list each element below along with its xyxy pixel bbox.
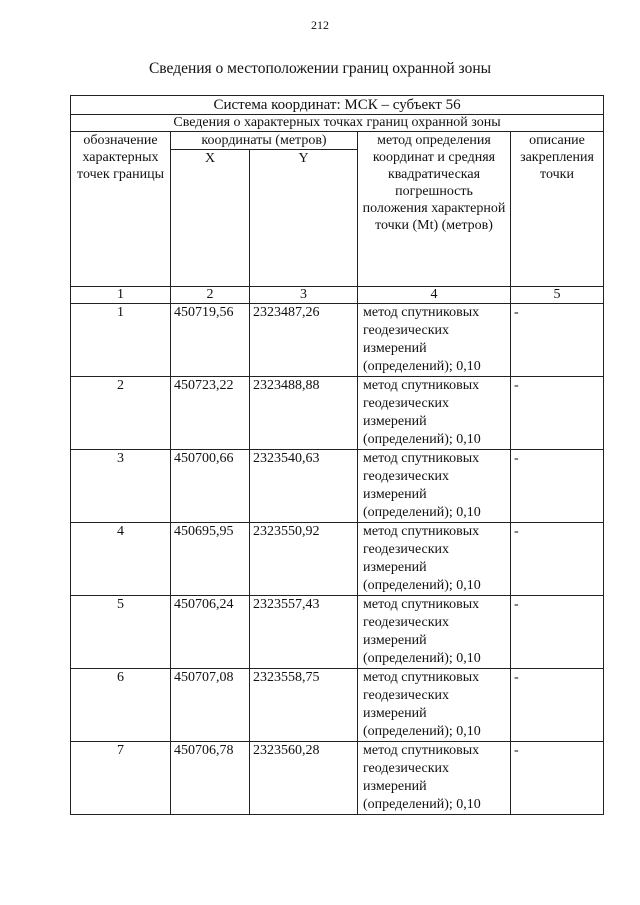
point-number: 3 bbox=[71, 450, 171, 523]
point-number: 7 bbox=[71, 742, 171, 815]
table-row bbox=[71, 523, 604, 596]
coordinate-system-row bbox=[71, 96, 604, 115]
method-cell: метод спутниковых геодезических измерений (определений); 0,10 bbox=[358, 669, 511, 742]
point-number: 5 bbox=[71, 596, 171, 669]
page-number: 212 bbox=[311, 18, 329, 32]
column-number: 1 bbox=[71, 287, 171, 304]
column-number: 2 bbox=[171, 287, 250, 304]
method-cell: метод спутниковых геодезических измерений (определений); 0,10 bbox=[358, 523, 511, 596]
column-number: 3 bbox=[250, 287, 358, 304]
column-number: 5 bbox=[511, 287, 604, 304]
table-row bbox=[71, 377, 604, 450]
table-row bbox=[71, 304, 604, 377]
y-coordinate: 2323558,75 bbox=[250, 669, 358, 742]
info-row bbox=[71, 115, 604, 132]
x-coordinate: 450695,95 bbox=[171, 523, 250, 596]
description-cell: - bbox=[511, 742, 604, 815]
description-cell: - bbox=[511, 669, 604, 742]
y-coordinate: 2323560,28 bbox=[250, 742, 358, 815]
y-coordinate: 2323487,26 bbox=[250, 304, 358, 377]
points-info-label: Сведения о характерных точках границ охранной зоны bbox=[71, 115, 604, 132]
description-cell: - bbox=[511, 377, 604, 450]
x-coordinate: 450719,56 bbox=[171, 304, 250, 377]
x-header: X bbox=[171, 150, 250, 287]
table-row bbox=[71, 596, 604, 669]
point-number: 2 bbox=[71, 377, 171, 450]
point-number: 6 bbox=[71, 669, 171, 742]
boundary-points-table-container bbox=[70, 95, 603, 815]
method-cell: метод спутниковых геодезических измерений (определений); 0,10 bbox=[358, 377, 511, 450]
x-coordinate: 450700,66 bbox=[171, 450, 250, 523]
method-cell: метод спутниковых геодезических измерений (определений); 0,10 bbox=[358, 450, 511, 523]
y-header: Y bbox=[250, 150, 358, 287]
coordinates-header: координаты (метров) bbox=[171, 132, 358, 150]
description-cell: - bbox=[511, 450, 604, 523]
x-coordinate: 450723,22 bbox=[171, 377, 250, 450]
x-coordinate: 450706,78 bbox=[171, 742, 250, 815]
header-row-1 bbox=[71, 132, 604, 150]
table-row bbox=[71, 669, 604, 742]
table-row bbox=[71, 742, 604, 815]
point-number: 4 bbox=[71, 523, 171, 596]
x-coordinate: 450706,24 bbox=[171, 596, 250, 669]
column-number: 4 bbox=[358, 287, 511, 304]
description-cell: - bbox=[511, 596, 604, 669]
designation-header: обозначение характерных точек границы bbox=[71, 132, 171, 287]
y-coordinate: 2323540,63 bbox=[250, 450, 358, 523]
y-coordinate: 2323557,43 bbox=[250, 596, 358, 669]
point-number: 1 bbox=[71, 304, 171, 377]
coordinate-system-label: Система координат: МСК – субъект 56 bbox=[71, 96, 604, 115]
y-coordinate: 2323488,88 bbox=[250, 377, 358, 450]
document-title: Сведения о местоположении границ охранной зоны bbox=[148, 60, 492, 77]
method-header: метод определения координат и средняя квадратическая погрешность положения характерной точки (Mt) (метров) bbox=[358, 132, 511, 287]
method-cell: метод спутниковых геодезических измерений (определений); 0,10 bbox=[358, 742, 511, 815]
column-number-row bbox=[71, 287, 604, 304]
description-cell: - bbox=[511, 523, 604, 596]
description-cell: - bbox=[511, 304, 604, 377]
method-cell: метод спутниковых геодезических измерений (определений); 0,10 bbox=[358, 596, 511, 669]
table-row bbox=[71, 450, 604, 523]
description-header: описание закрепления точки bbox=[511, 132, 604, 287]
boundary-points-table bbox=[70, 95, 604, 815]
y-coordinate: 2323550,92 bbox=[250, 523, 358, 596]
method-cell: метод спутниковых геодезических измерений (определений); 0,10 bbox=[358, 304, 511, 377]
x-coordinate: 450707,08 bbox=[171, 669, 250, 742]
